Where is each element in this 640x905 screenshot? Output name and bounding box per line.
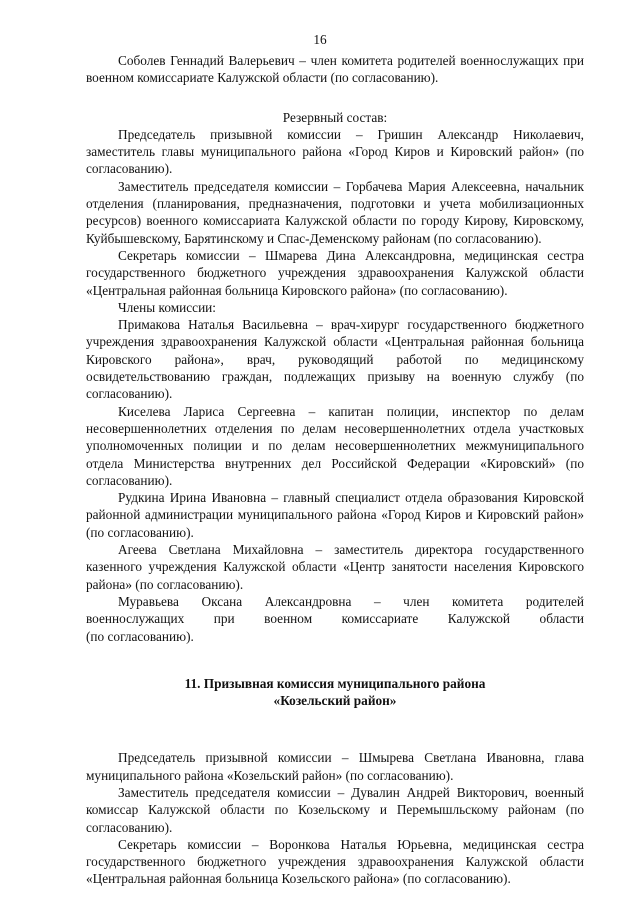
- paragraph-reserve-secretary: Секретарь комиссии – Шмарева Дина Александровна, медицинская сестра государственного бюджетного учреждения здравоохранения Калужской области «Центральная районная больница Кировского района» (по согласованию).: [86, 247, 584, 298]
- document-body: [86, 52, 584, 888]
- paragraph-member-line: Муравьева Оксана Александровна – член комитета родителей: [118, 593, 584, 609]
- page-number: 16: [313, 32, 327, 47]
- paragraph-member-line: военнослужащих при военном комиссариате Калужской области: [86, 611, 584, 627]
- paragraph-section-secretary: Секретарь комиссии – Воронкова Наталья Юрьевна, медицинская сестра государственного бюджетного учреждения здравоохранения Калужской области «Центральная районная больница Козельского района» (по согласованию).: [86, 836, 584, 887]
- paragraph-member-sobolev: Соболев Геннадий Валерьевич – член комитета родителей военнослужащих при военном комиссариате Калужской области (по согласованию).: [86, 53, 584, 86]
- paragraph-reserve-chairman: Председатель призывной комиссии – Гришин Александр Николаевич, заместитель главы муниципального района «Город Киров и Кировский район» (по согласованию).: [86, 126, 584, 177]
- reserve-heading: Резервный состав:: [282, 109, 388, 125]
- paragraph-member: Киселева Лариса Сергеевна – капитан полиции, инспектор по делам несовершеннолетних отделения по делам несовершеннолетних отдела участковых уполномоченных полиции и по делам несовершеннолетних межмуниципального отдела Министерства внутренних дел Российской Федерации «Кировский» (по согласованию).: [86, 403, 584, 488]
- paragraph-member: Рудкина Ирина Ивановна – главный специалист отдела образования Кировской районной администрации муниципального района «Город Киров и Кировский район» (по согласованию).: [86, 490, 584, 540]
- section-title: 11. Призывная комиссия муниципального района: [184, 675, 486, 691]
- paragraph-member: Примакова Наталья Васильевна – врач-хирург государственного бюджетного учреждения здравоохранения Калужской области «Центральная районная больница Кировского района», врач, руководящий работой по медицинскому освидетельствованию граждан, подлежащих призыву на военную службу (по согласованию).: [86, 317, 584, 402]
- paragraph-section-chairman: Председатель призывной комиссии – Шмырева Светлана Ивановна, глава муниципального района «Козельский район» (по согласованию).: [86, 750, 584, 783]
- members-heading: Члены комиссии:: [118, 299, 216, 315]
- section-subtitle: «Козельский район»: [273, 693, 397, 709]
- paragraph-section-deputy: Заместитель председателя комиссии – Дувалин Андрей Викторович, военный комиссар Калужской области по Козельскому и Перемышльскому районам (по согласованию).: [86, 784, 584, 835]
- paragraph-reserve-deputy: Заместитель председателя комиссии – Горбачева Мария Алексеевна, начальник отделения (планирования, предназначения, подготовки и учета мобилизационных ресурсов) военного комиссариата Калужской области по городу Кирову, Кировскому, Куйбышевскому, Барятинскому и Спас-Деменскому районам (по согласованию).: [86, 178, 584, 246]
- paragraph-member-line: (по согласованию).: [86, 628, 194, 644]
- paragraph-member: Агеева Светлана Михайловна – заместитель директора государственного казенного учреждения Калужской области «Центр занятости населения Кировского района» (по согласованию).: [86, 542, 584, 592]
